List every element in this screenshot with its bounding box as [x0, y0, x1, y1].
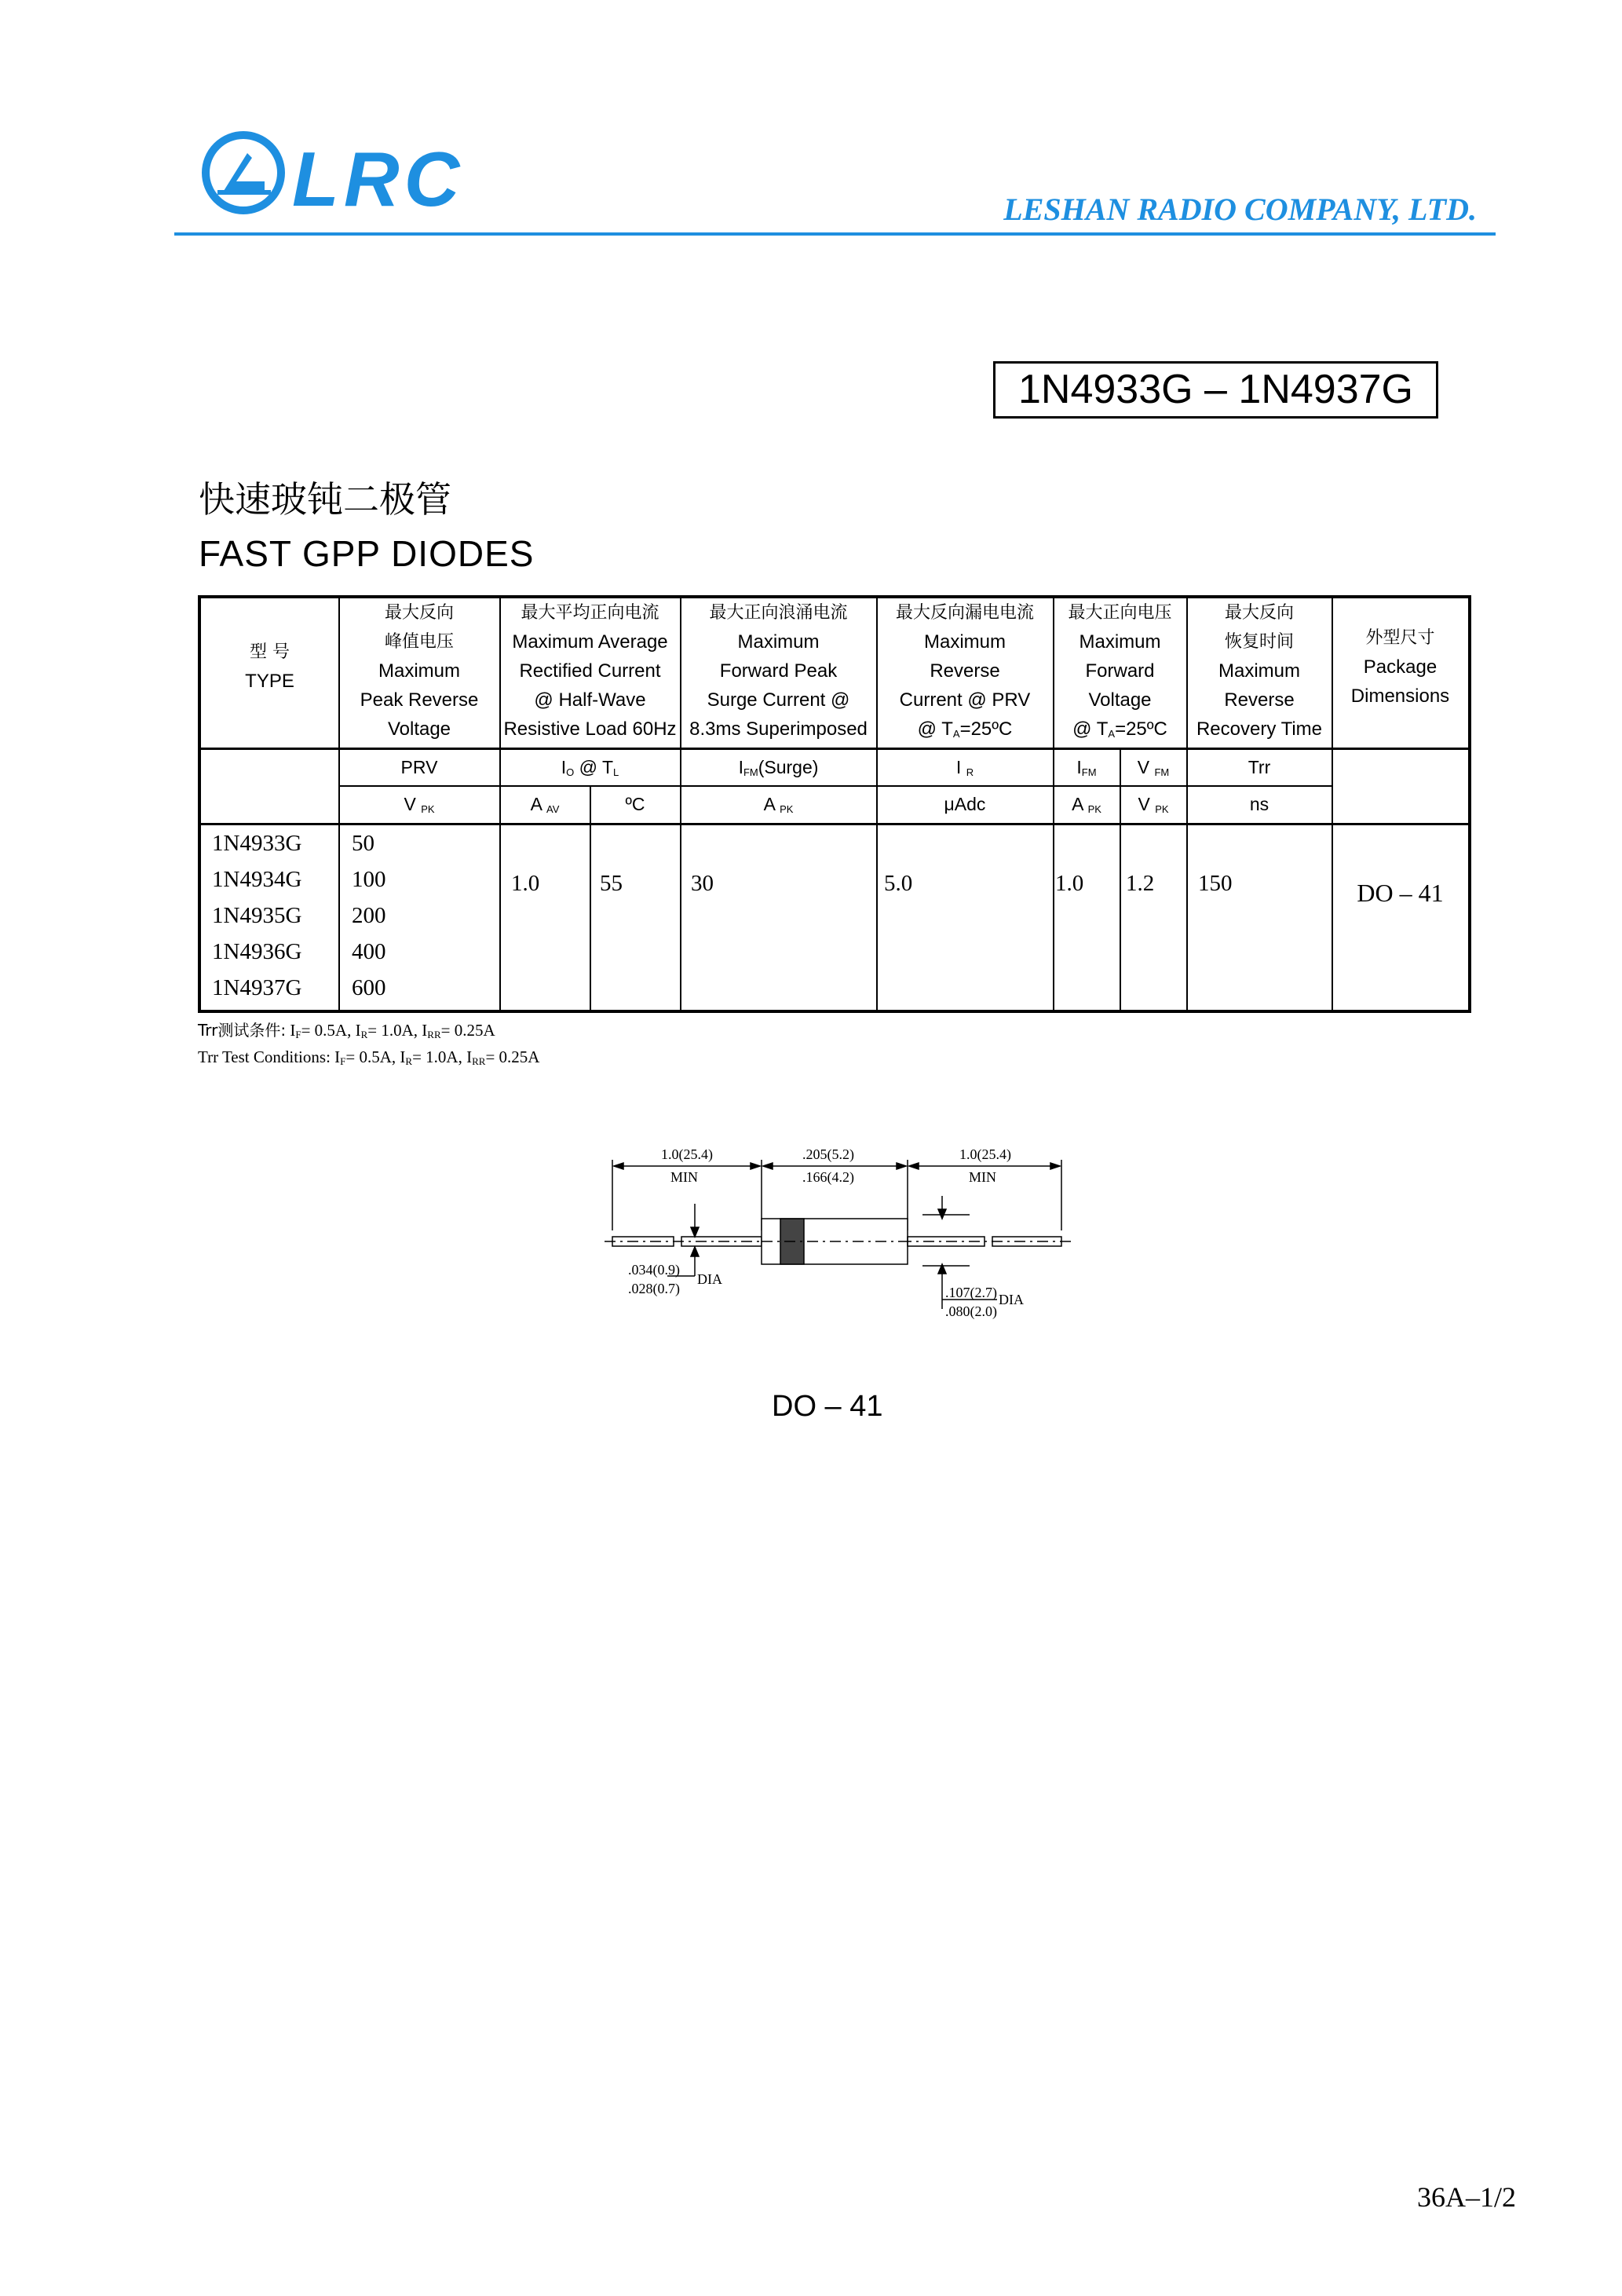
page-number: 36A–1/2: [1417, 2181, 1516, 2213]
value-ir: 5.0: [884, 871, 913, 896]
header-type: 型 号 TYPE: [245, 642, 294, 692]
table-row-prv: 200: [352, 903, 386, 928]
unit-ir: μAdc: [944, 794, 986, 814]
symbol-if: $I_{FM}$: [1076, 757, 1097, 778]
value-trr: 150: [1198, 871, 1233, 896]
header-vfm: 最大正向电压 Maximum Forward Voltage @ $T_A=25ºC$: [1068, 603, 1172, 740]
symbol-ir: I $_R$: [955, 757, 974, 778]
table-row-prv: 400: [352, 939, 386, 964]
dim-body-length-min: .166(4.2): [802, 1169, 854, 1185]
unit-vfm: V $_{PK}$: [1138, 794, 1169, 815]
logo-letters: LRC: [292, 136, 465, 222]
dim-body-length-max: .205(5.2): [802, 1146, 854, 1162]
symbol-vfm: V $_{FM}$: [1137, 757, 1170, 778]
dim-lead-min-right: MIN: [969, 1169, 996, 1185]
symbol-io: $I_O$ @ $T_L$: [561, 757, 619, 778]
title-chinese: 快速玻钝二极管: [199, 478, 451, 521]
part-range-title: 1N4933G – 1N4937G: [993, 361, 1438, 419]
value-io: 1.0: [511, 871, 540, 896]
unit-if: A $_{PK}$: [1072, 794, 1101, 815]
value-ifm: 30: [691, 871, 714, 896]
unit-prv: V $_{PK}$: [404, 794, 435, 815]
lrc-logo-icon: [200, 130, 287, 216]
dim-body-dia-label: DIA: [999, 1292, 1024, 1307]
dim-body-dia-max: .107(2.7): [945, 1285, 997, 1300]
package-caption: DO – 41: [772, 1390, 883, 1423]
table-row-type: 1N4934G: [212, 867, 302, 892]
symbol-ifm: $I_{FM}(Surge)$: [738, 757, 819, 778]
table-row-type: 1N4935G: [212, 903, 302, 928]
unit-trr: ns: [1249, 794, 1269, 814]
trr-conditions-en: Trr Test Conditions: $I_F= 0.5A$, $I_R= 1.0A$, $I_{RR}= 0.25A$: [198, 1047, 540, 1067]
symbol-trr: Trr: [1248, 757, 1271, 777]
table-row-type: 1N4933G: [212, 831, 302, 856]
header-trr: 最大反向 恢复时间 Maximum Reverse Recovery Time: [1196, 603, 1323, 740]
table-row-prv: 100: [352, 867, 386, 892]
do41-package-drawing: [605, 1143, 1076, 1355]
header-ir: 最大反向漏电电流 Maximum Reverse Current @ PRV @ $T_A=25ºC$: [895, 603, 1034, 740]
value-if: 1.0: [1055, 871, 1084, 896]
value-tl: 55: [600, 871, 623, 896]
dim-lead-dia-min: .028(0.7): [628, 1281, 680, 1296]
table-row-prv: 50: [352, 831, 374, 856]
value-vfm: 1.2: [1126, 871, 1155, 896]
table-row-type: 1N4936G: [212, 939, 302, 964]
header-package: 外型尺寸 Package Dimensions: [1350, 628, 1450, 707]
dim-lead-min-left: MIN: [670, 1169, 698, 1185]
unit-io: A $_{AV}$: [530, 794, 560, 815]
header-ifm: 最大正向浪涌电流 Maximum Forward Peak Surge Current @ 8.3ms Superimposed: [689, 603, 868, 740]
header-prv: 最大反向 峰值电压 Maximum Peak Reverse Voltage: [360, 603, 479, 740]
dim-lead-dia-max: .034(0.9): [628, 1262, 680, 1278]
header-io: 最大平均正向电流 Maximum Average Rectified Current @ Half-Wave Resistive Load 60Hz: [503, 603, 677, 740]
symbol-prv: PRV: [400, 757, 438, 777]
table-row-type: 1N4937G: [212, 975, 302, 1000]
trr-conditions-cn: Trr测试条件: $I_F= 0.5A$, $I_R= 1.0A$, $I_{RR}= 0.25A$: [198, 1021, 495, 1040]
spec-table: [198, 595, 1471, 1013]
unit-tl: ºC: [625, 794, 645, 814]
value-package: DO – 41: [1357, 879, 1444, 907]
title-english: FAST GPP DIODES: [199, 533, 535, 574]
company-name: LESHAN RADIO COMPANY, LTD.: [1003, 192, 1477, 227]
dim-body-dia-min: .080(2.0): [945, 1303, 997, 1319]
dim-lead-length-right: 1.0(25.4): [959, 1146, 1011, 1162]
dim-lead-length-left: 1.0(25.4): [661, 1146, 713, 1162]
unit-ifm: A $_{PK}$: [763, 794, 794, 815]
table-row-prv: 600: [352, 975, 386, 1000]
dim-lead-dia-label: DIA: [697, 1271, 722, 1287]
header-rule: [174, 232, 1496, 236]
